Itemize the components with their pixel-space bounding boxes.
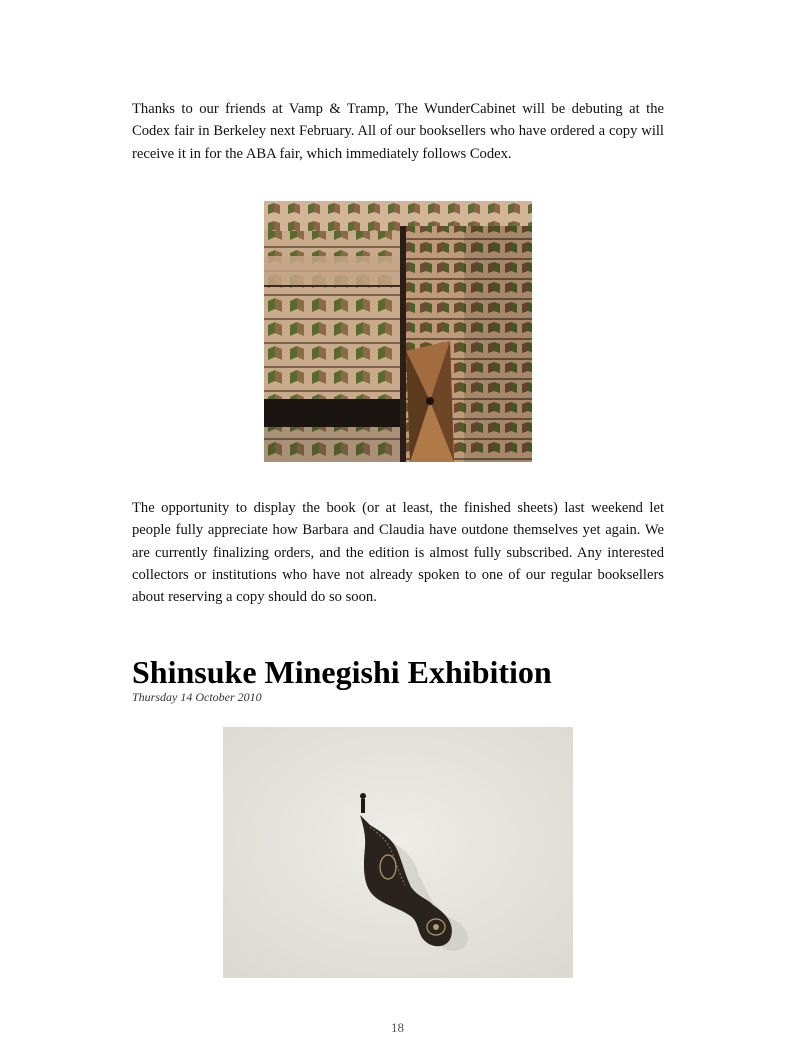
minegishi-sculpture-photo (223, 727, 573, 978)
post-title: Shinsuke Minegishi Exhibition (132, 654, 552, 690)
wundercabinet-photo (264, 201, 532, 462)
page-number: 18 (391, 1020, 404, 1035)
post-date: Thursday 14 October 2010 (132, 690, 262, 704)
body-paragraph: The opportunity to display the book (or at least, the finished sheets) last weekend let people fully appreciate how Barbara and Claudia have outdone themselves yet again. We are currently finalizing orders, and the edition is almost fully subscribed. Any interested collectors or institutions who have not already spoken to one of our regular booksellers about reserving a copy should do so soon. (132, 500, 664, 606)
body-paragraph: Thanks to our friends at Vamp & Tramp, The WunderCabinet will be debuting at the Codex fair in Berkeley next February. All of our booksellers who have ordered a copy will receive it in for the ABA fair, which immediately follows Codex. (132, 101, 664, 162)
